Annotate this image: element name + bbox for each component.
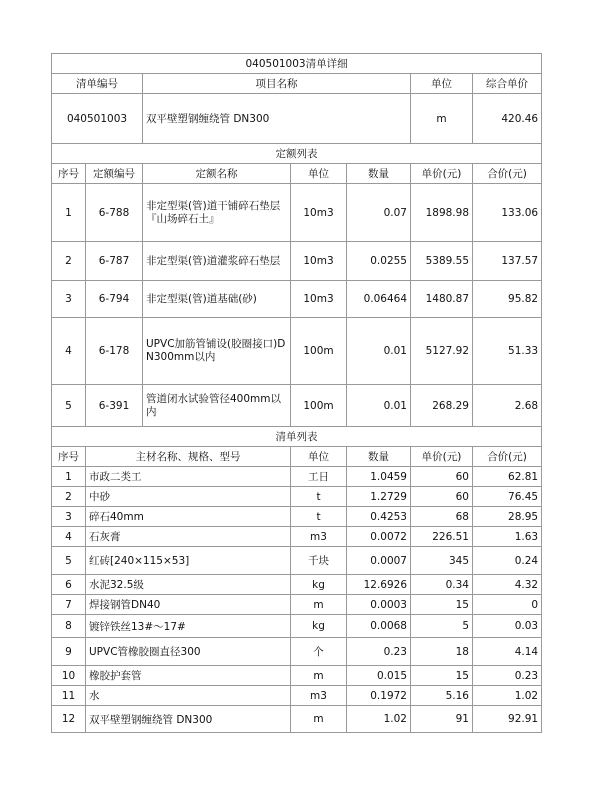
material-unit: kg	[291, 575, 347, 595]
quota-code: 6-787	[86, 242, 143, 281]
unit-price-label: 综合单价	[473, 74, 542, 94]
material-row	[52, 638, 542, 666]
item-name-label: 项目名称	[143, 74, 411, 94]
material-unit: m	[291, 666, 347, 686]
quota-total: 51.33	[473, 318, 542, 385]
material-row	[52, 595, 542, 615]
material-row	[52, 487, 542, 507]
quota-qty: 0.06464	[347, 281, 411, 318]
material-qty: 1.0459	[347, 467, 411, 487]
quota-total: 2.68	[473, 385, 542, 427]
material-unit: m3	[291, 527, 347, 547]
quota-row	[52, 385, 542, 427]
bill-detail-table	[51, 53, 542, 733]
material-total: 0.23	[473, 666, 542, 686]
material-total: 4.14	[473, 638, 542, 666]
material-unit: t	[291, 487, 347, 507]
material-name: 石灰膏	[86, 527, 291, 547]
material-unit: t	[291, 507, 347, 527]
materials-header-total: 合价(元)	[473, 447, 542, 467]
quota-header-price: 单价(元)	[411, 164, 473, 184]
material-row	[52, 547, 542, 575]
quota-unit: 10m3	[291, 281, 347, 318]
material-row	[52, 527, 542, 547]
material-total: 62.81	[473, 467, 542, 487]
quota-unit: 100m	[291, 385, 347, 427]
material-row	[52, 507, 542, 527]
quota-header-unit: 单位	[291, 164, 347, 184]
material-total: 1.02	[473, 686, 542, 706]
material-price: 15	[411, 595, 473, 615]
material-qty: 0.4253	[347, 507, 411, 527]
material-seq: 9	[52, 638, 86, 666]
quota-total: 95.82	[473, 281, 542, 318]
unit-value: m	[411, 94, 473, 144]
quota-qty: 0.0255	[347, 242, 411, 281]
material-total: 4.32	[473, 575, 542, 595]
material-qty: 12.6926	[347, 575, 411, 595]
material-qty: 0.23	[347, 638, 411, 666]
material-name: 双平壁塑钢缠绕管 DN300	[86, 706, 291, 733]
material-price: 5	[411, 615, 473, 638]
material-qty: 0.0072	[347, 527, 411, 547]
material-total: 1.63	[473, 527, 542, 547]
item-name-value: 双平壁塑钢缠绕管 DN300	[143, 94, 411, 144]
quota-header-total: 合价(元)	[473, 164, 542, 184]
material-total: 0.03	[473, 615, 542, 638]
material-name: 水泥32.5级	[86, 575, 291, 595]
material-seq: 12	[52, 706, 86, 733]
materials-header-unit: 单位	[291, 447, 347, 467]
material-price: 91	[411, 706, 473, 733]
material-seq: 7	[52, 595, 86, 615]
material-unit: m	[291, 706, 347, 733]
materials-header-qty: 数量	[347, 447, 411, 467]
material-name: 中砂	[86, 487, 291, 507]
material-qty: 0.0007	[347, 547, 411, 575]
material-row	[52, 666, 542, 686]
material-price: 68	[411, 507, 473, 527]
material-row	[52, 615, 542, 638]
material-unit: 个	[291, 638, 347, 666]
quota-name: 非定型渠(管)道干铺碎石垫层『山场碎石土』	[143, 184, 291, 242]
quota-seq: 1	[52, 184, 86, 242]
material-name: 橡胶护套管	[86, 666, 291, 686]
material-total: 0.24	[473, 547, 542, 575]
material-seq: 1	[52, 467, 86, 487]
quota-name: 管道闭水试验管径400mm以内	[143, 385, 291, 427]
material-qty: 0.015	[347, 666, 411, 686]
document-title: 040501003清单详细	[52, 54, 542, 74]
material-row	[52, 686, 542, 706]
material-name: 水	[86, 686, 291, 706]
material-total: 28.95	[473, 507, 542, 527]
quota-total: 133.06	[473, 184, 542, 242]
material-qty: 1.02	[347, 706, 411, 733]
material-price: 60	[411, 487, 473, 507]
quota-seq: 5	[52, 385, 86, 427]
material-name: 红砖[240×115×53]	[86, 547, 291, 575]
material-qty: 0.0068	[347, 615, 411, 638]
material-qty: 0.1972	[347, 686, 411, 706]
material-name: UPVC管橡胶圈直径300	[86, 638, 291, 666]
quota-header-name: 定额名称	[143, 164, 291, 184]
material-price: 5.16	[411, 686, 473, 706]
material-seq: 4	[52, 527, 86, 547]
material-seq: 3	[52, 507, 86, 527]
material-seq: 10	[52, 666, 86, 686]
quota-price: 5389.55	[411, 242, 473, 281]
quota-row	[52, 318, 542, 385]
quota-price: 1898.98	[411, 184, 473, 242]
material-row	[52, 706, 542, 733]
quota-row	[52, 281, 542, 318]
quota-seq: 4	[52, 318, 86, 385]
material-price: 18	[411, 638, 473, 666]
unit-label: 单位	[411, 74, 473, 94]
material-total: 76.45	[473, 487, 542, 507]
quota-unit: 10m3	[291, 184, 347, 242]
material-row	[52, 575, 542, 595]
material-price: 0.34	[411, 575, 473, 595]
material-unit: m	[291, 595, 347, 615]
quota-header-qty: 数量	[347, 164, 411, 184]
quota-qty: 0.01	[347, 318, 411, 385]
quota-seq: 3	[52, 281, 86, 318]
material-price: 226.51	[411, 527, 473, 547]
quota-name: 非定型渠(管)道灌浆碎石垫层	[143, 242, 291, 281]
quota-price: 268.29	[411, 385, 473, 427]
material-name: 镀锌铁丝13#～17#	[86, 615, 291, 638]
quota-code: 6-788	[86, 184, 143, 242]
materials-header-name: 主材名称、规格、型号	[86, 447, 291, 467]
quota-seq: 2	[52, 242, 86, 281]
quota-qty: 0.07	[347, 184, 411, 242]
quota-price: 1480.87	[411, 281, 473, 318]
materials-section-title: 清单列表	[52, 427, 542, 447]
material-seq: 5	[52, 547, 86, 575]
material-name: 市政二类工	[86, 467, 291, 487]
quota-code: 6-794	[86, 281, 143, 318]
quota-section-title: 定额列表	[52, 144, 542, 164]
material-seq: 6	[52, 575, 86, 595]
material-seq: 11	[52, 686, 86, 706]
material-name: 焊接钢管DN40	[86, 595, 291, 615]
materials-header-seq: 序号	[52, 447, 86, 467]
material-price: 15	[411, 666, 473, 686]
material-seq: 2	[52, 487, 86, 507]
material-unit: m3	[291, 686, 347, 706]
quota-qty: 0.01	[347, 385, 411, 427]
material-unit: 千块	[291, 547, 347, 575]
material-qty: 0.0003	[347, 595, 411, 615]
quota-row	[52, 184, 542, 242]
material-unit: 工日	[291, 467, 347, 487]
material-price: 60	[411, 467, 473, 487]
material-seq: 8	[52, 615, 86, 638]
quota-total: 137.57	[473, 242, 542, 281]
quota-header-code: 定额编号	[86, 164, 143, 184]
quota-header-seq: 序号	[52, 164, 86, 184]
quota-code: 6-391	[86, 385, 143, 427]
bill-code-label: 清单编号	[52, 74, 143, 94]
quota-code: 6-178	[86, 318, 143, 385]
materials-header-price: 单价(元)	[411, 447, 473, 467]
quota-name: UPVC加筋管铺设(胶圈接口)DN300mm以内	[143, 318, 291, 385]
unit-price-value: 420.46	[473, 94, 542, 144]
material-row	[52, 467, 542, 487]
quota-price: 5127.92	[411, 318, 473, 385]
bill-code-value: 040501003	[52, 94, 143, 144]
quota-row	[52, 242, 542, 281]
quota-unit: 100m	[291, 318, 347, 385]
material-total: 92.91	[473, 706, 542, 733]
material-unit: kg	[291, 615, 347, 638]
quota-unit: 10m3	[291, 242, 347, 281]
material-total: 0	[473, 595, 542, 615]
material-price: 345	[411, 547, 473, 575]
quota-name: 非定型渠(管)道基础(砂)	[143, 281, 291, 318]
material-name: 碎石40mm	[86, 507, 291, 527]
material-qty: 1.2729	[347, 487, 411, 507]
